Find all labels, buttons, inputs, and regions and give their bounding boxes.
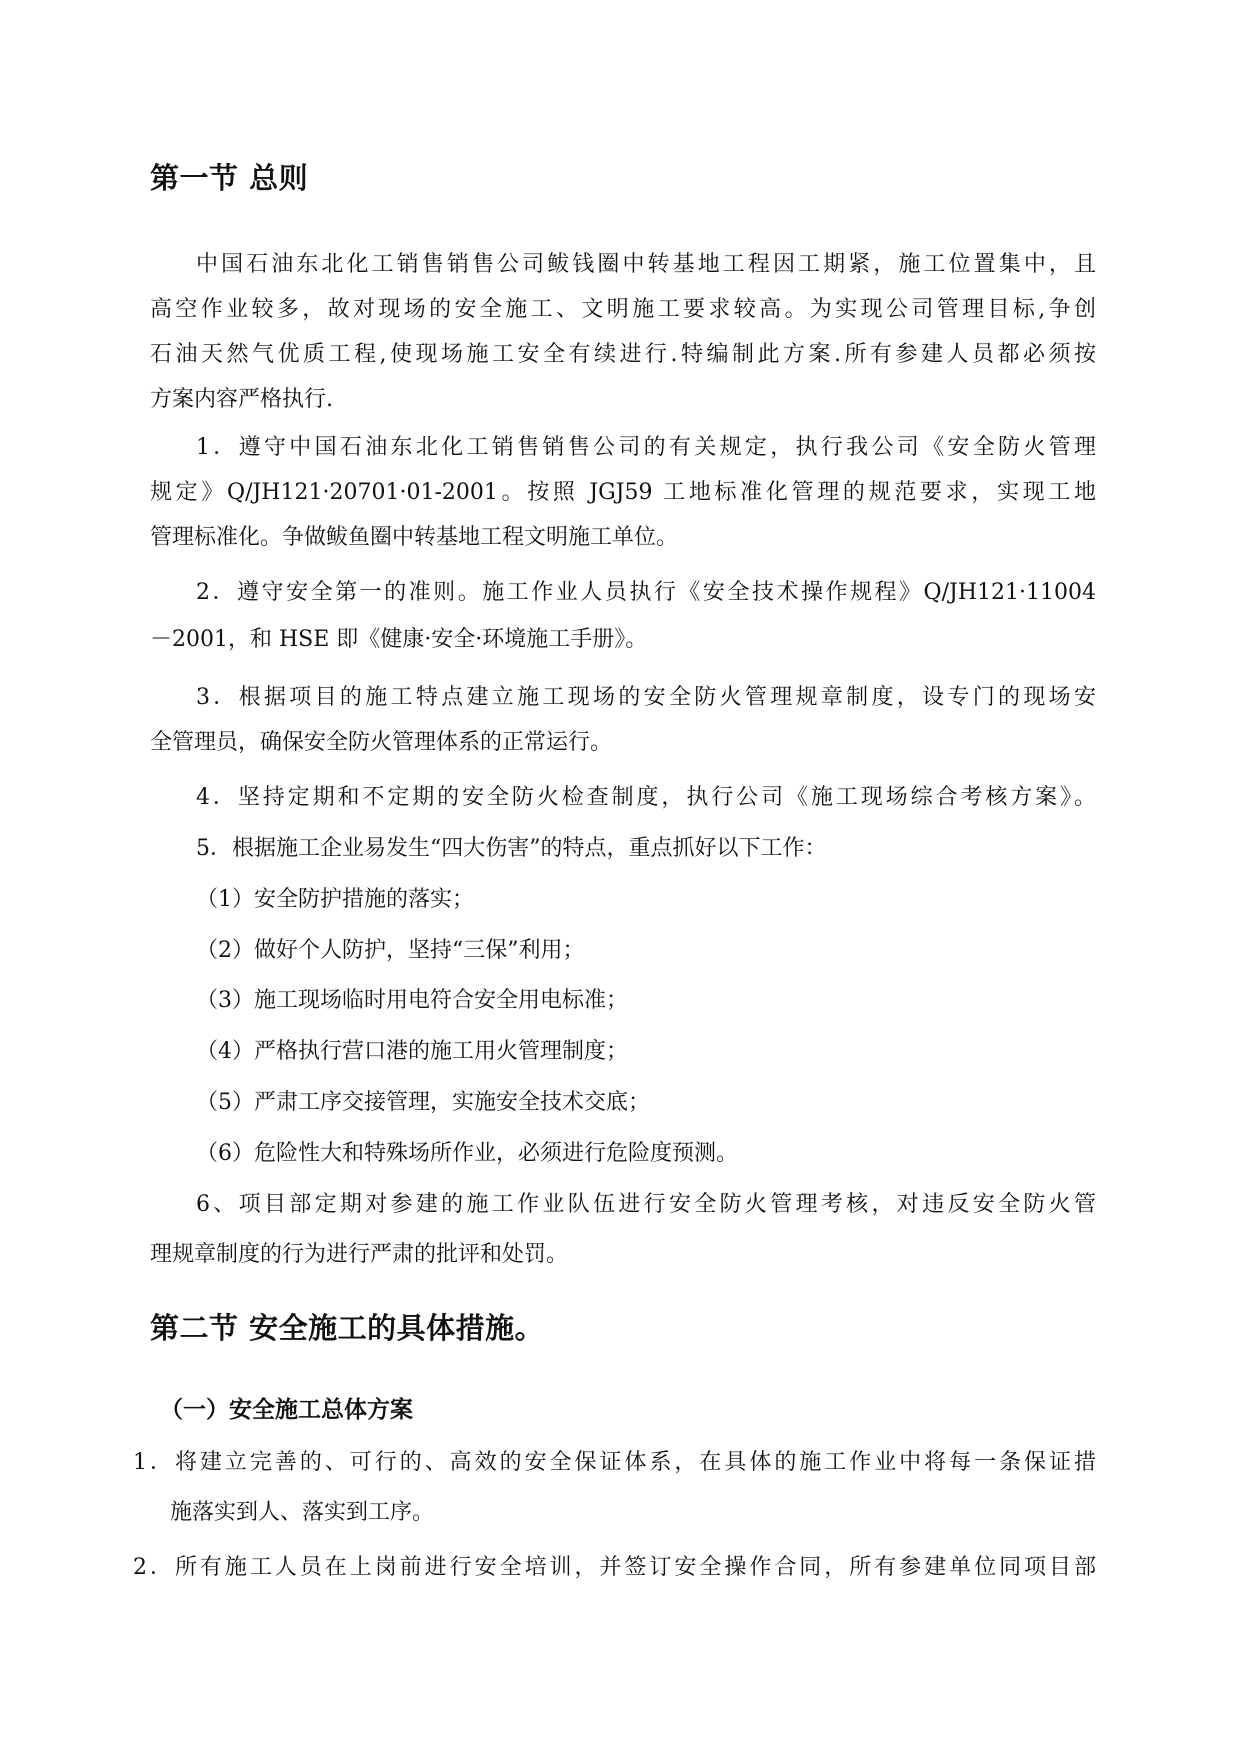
section2-list-item-2: 2．所有施工人员在上岗前进行安全培训，并签订安全操作合同，所有参建单位同项目部 <box>133 1555 1096 1580</box>
list-item-5: 5．根据施工企业易发生“四大伤害”的特点，重点抓好以下工作： <box>196 836 827 861</box>
sub-list-item: （6）危险性大和特殊场所作业，必须进行危险度预测。 <box>196 1141 738 1166</box>
paragraph-line: 中国石油东北化工销售销售公司鲅钱圈中转基地工程因工期紧，施工位置集中，且 <box>196 252 1096 277</box>
section2-title: 第二节 安全施工的具体措施。 <box>150 1311 545 1345</box>
paragraph-line: 高空作业较多，故对现场的安全施工、文明施工要求较高。为实现公司管理目标,争创 <box>150 297 1096 322</box>
sub-list-item: （2）做好个人防护，坚持“三保”利用； <box>196 938 585 963</box>
sub-list-item: （5）严肃工序交接管理，实施安全技术交底； <box>196 1090 650 1115</box>
paragraph-line: 1．遵守中国石油东北化工销售销售公司的有关规定，执行我公司《安全防火管理 <box>196 435 1096 460</box>
sub-list-item: （3）施工现场临时用电符合安全用电标准； <box>196 988 628 1013</box>
section1-title: 第一节 总则 <box>150 161 309 195</box>
paragraph-line: 施落实到人、落实到工序。 <box>170 1500 435 1525</box>
paragraph-line: －2001，和 HSE 即《健康·安全·环境施工手册》。 <box>150 627 648 652</box>
paragraph-line: 1．将建立完善的、可行的、高效的安全保证体系，在具体的施工作业中将每一条保证措 <box>133 1450 1096 1475</box>
list-item-4: 4．坚持定期和不定期的安全防火检查制度，执行公司《施工现场综合考核方案》。 <box>196 785 1096 810</box>
paragraph-line: 6、项目部定期对参建的施工作业队伍进行安全防火管理考核，对违反安全防火管 <box>196 1192 1096 1217</box>
paragraph-line: 管理标准化。争做鲅鱼圈中转基地工程文明施工单位。 <box>150 525 679 550</box>
sub-list-item: （1）安全防护措施的落实； <box>196 887 474 912</box>
paragraph-line: 方案内容严格执行. <box>150 387 333 412</box>
sub-list-item: （4）严格执行营口港的施工用火管理制度； <box>196 1039 628 1064</box>
paragraph-line: 理规章制度的行为进行严肃的批评和处罚。 <box>150 1242 569 1267</box>
paragraph-line: 2．遵守安全第一的准则。施工作业人员执行《安全技术操作规程》Q/JH121·11004 <box>196 580 1096 605</box>
paragraph-line: 规定》Q/JH121·20701·01-2001。按照 JGJ59 工地标准化管理的规范要求，实现工地 <box>150 480 1096 505</box>
paragraph-line: 石油天然气优质工程,使现场施工安全有续进行.特编制此方案.所有参建人员都必须按 <box>150 342 1096 367</box>
paragraph-line: 全管理员，确保安全防火管理体系的正常运行。 <box>150 730 613 755</box>
section2-subtitle: （一）安全施工总体方案 <box>160 1397 413 1423</box>
paragraph-line: 3．根据项目的施工特点建立施工现场的安全防火管理规章制度，设专门的现场安 <box>196 685 1096 710</box>
